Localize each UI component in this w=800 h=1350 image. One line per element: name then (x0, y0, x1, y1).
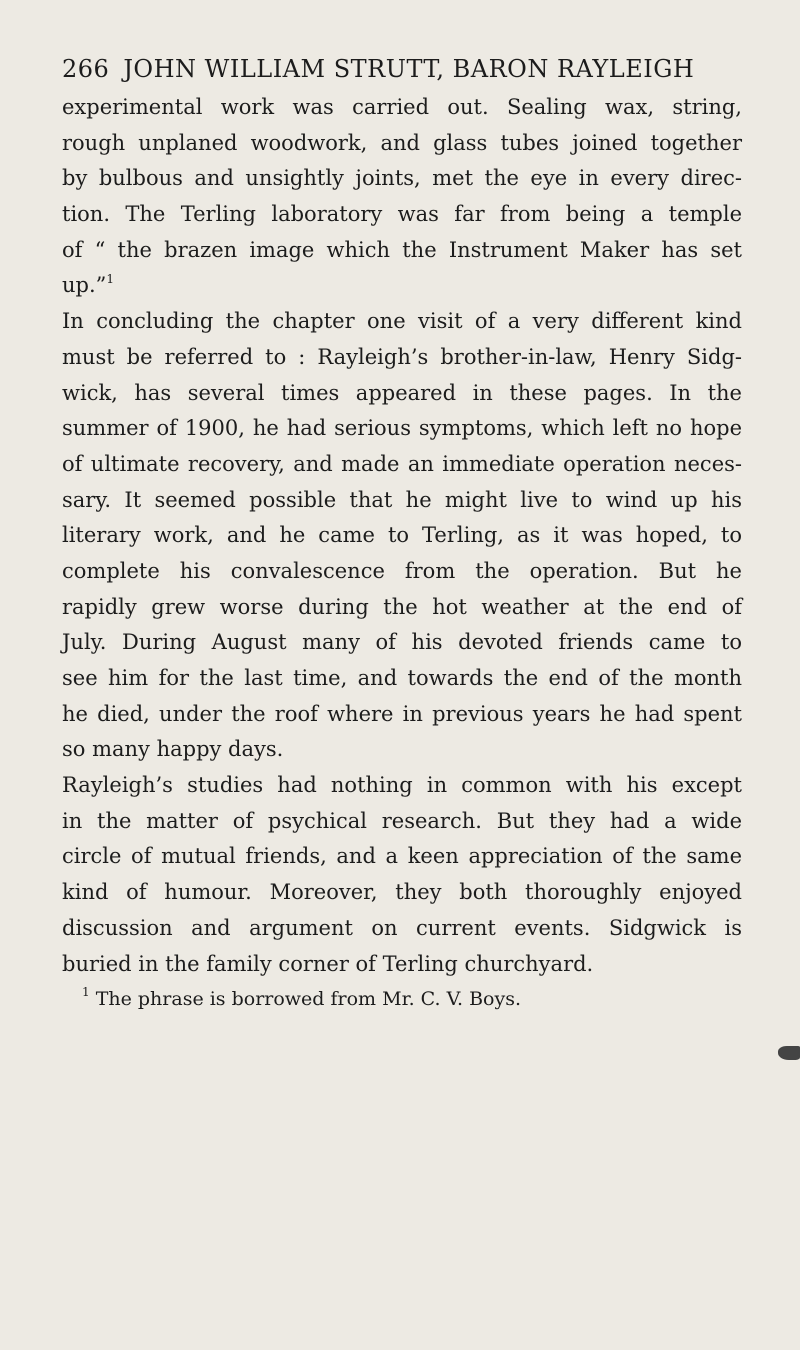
footnote-reference: 1 (106, 272, 115, 287)
text-line: rough unplaned woodwork, and glass tubes joined together (62, 130, 742, 155)
paragraph (62, 304, 742, 768)
text-line: literary work, and he came to Terling, as it was hoped, to (62, 523, 742, 548)
text-line: of “ the brazen image which the Instrument Maker has set (62, 237, 742, 262)
text-line: July. During August many of his devoted friends came to (62, 630, 742, 655)
text-line: see him for the last time, and towards the end of the month (62, 666, 742, 690)
text-line: discussion and argument on current events. Sidgwick is (62, 915, 742, 940)
footnote-text: The phrase is borrowed from Mr. C. V. Boys. (95, 988, 521, 1011)
text-fragment: up.” (62, 273, 107, 298)
page-number: 266 (62, 55, 110, 83)
text-line-last: so many happy days. (62, 737, 284, 762)
paragraph (62, 90, 742, 304)
book-page (62, 52, 742, 1014)
text-line: of ultimate recovery, and made an immediate operation neces- (62, 451, 742, 476)
text-line: summer of 1900, he had serious symptoms, which left no hope (62, 416, 742, 441)
text-line: wick, has several times appeared in these pages. In the (62, 380, 742, 405)
running-head-title: JOHN WILLIAM STRUTT, BARON RAYLEIGH (123, 55, 695, 83)
text-line: rapidly grew worse during the hot weather at the end of (62, 594, 742, 619)
text-line: he died, under the roof where in previous years he had spent (62, 701, 742, 726)
text-line: In concluding the chapter one visit of a very different kind (62, 309, 742, 334)
text-line: in the matter of psychical research. But they had a wide (62, 808, 742, 833)
footnote-marker: 1 (82, 985, 90, 1000)
page-blemish (778, 1046, 800, 1060)
text-line: circle of mutual friends, and a keen appreciation of the same (62, 844, 742, 869)
text-line: complete his convalescence from the operation. But he (62, 558, 742, 583)
text-line: kind of humour. Moreover, they both thoroughly enjoyed (62, 880, 742, 905)
text-line: tion. The Terling laboratory was far from being a temple (62, 202, 742, 227)
text-line: must be referred to : Rayleigh’s brother-in-law, Henry Sidg- (62, 344, 742, 369)
text-line-last: buried in the family corner of Terling churchyard. (62, 951, 594, 976)
text-line: sary. It seemed possible that he might live to wind up his (62, 487, 742, 512)
body-text (62, 90, 742, 982)
paragraph (62, 768, 742, 982)
text-line: Rayleigh’s studies had nothing in common with his except (62, 773, 742, 798)
running-head (62, 52, 742, 86)
footnote (62, 984, 742, 1014)
text-line: by bulbous and unsightly joints, met the eye in every direc- (62, 166, 742, 191)
text-line-last (62, 268, 742, 304)
text-line: experimental work was carried out. Sealing wax, string, (62, 95, 742, 119)
